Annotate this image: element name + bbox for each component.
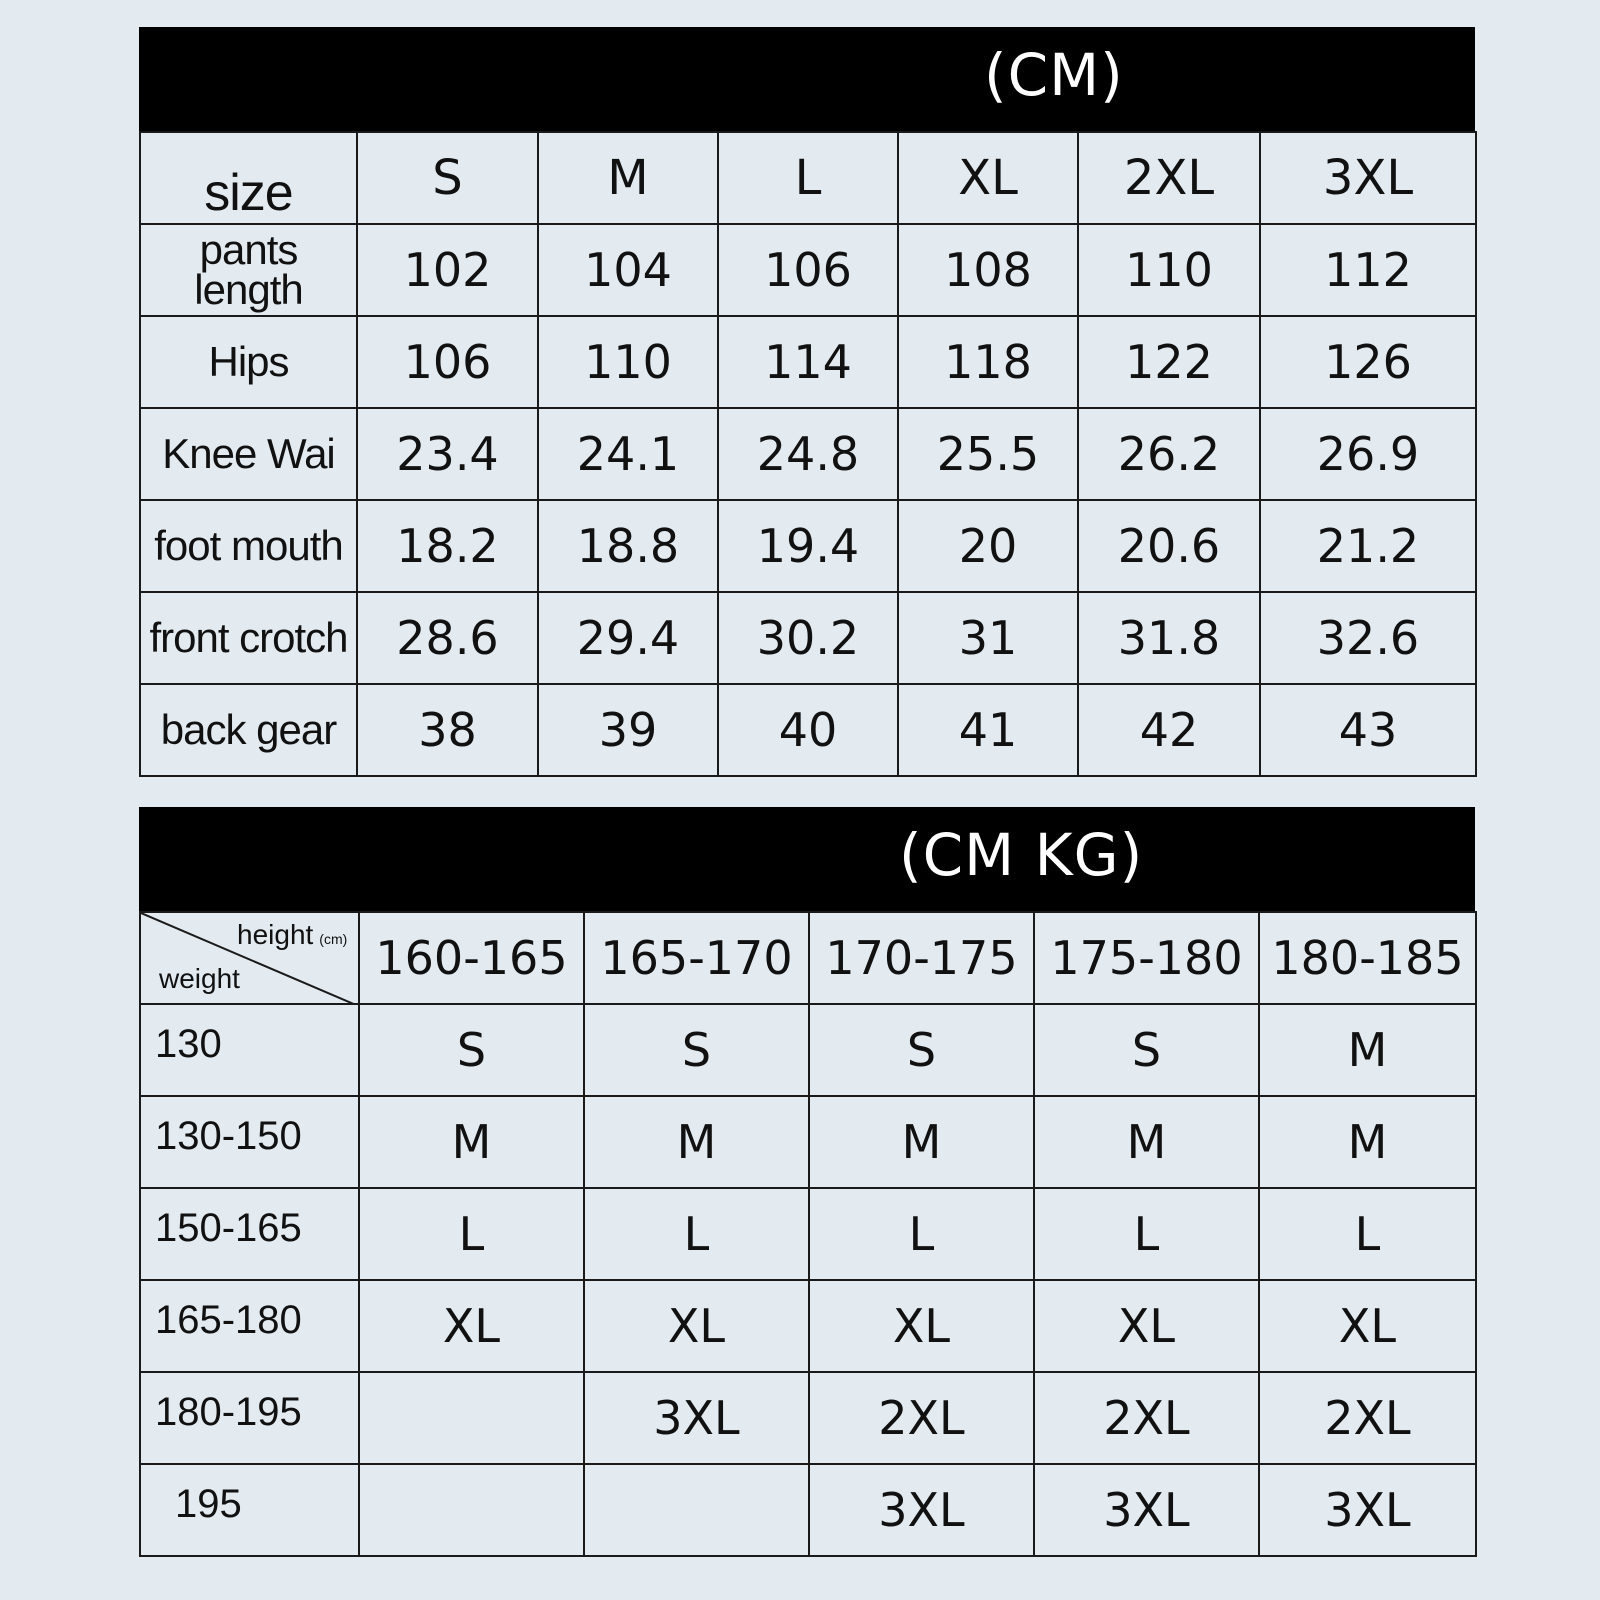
fit-chart-table [139, 911, 1477, 1557]
size-cell: 32.6 [1260, 592, 1476, 684]
fit-size-cell: 2XL [1034, 1372, 1259, 1464]
corner-height-label [237, 919, 347, 951]
size-header-label: size [140, 132, 357, 224]
size-cell: 43 [1260, 684, 1476, 776]
fit-size-cell: 2XL [809, 1372, 1034, 1464]
fit-weight-label [140, 1188, 359, 1280]
fit-weight-text: 165-180 [155, 1297, 302, 1342]
corner-weight-label: weight [159, 963, 240, 994]
size-chart-table [139, 131, 1477, 777]
size-row-label-line: Hips [208, 338, 289, 385]
fit-row [140, 1280, 1476, 1372]
fit-size-cell: S [809, 1004, 1034, 1096]
fit-row [140, 1464, 1476, 1556]
size-row [140, 408, 1476, 500]
size-cell: 108 [898, 224, 1078, 316]
size-row-label-line: front crotch [149, 614, 348, 661]
size-cell: 21.2 [1260, 500, 1476, 592]
size-cell: 106 [357, 316, 538, 408]
size-chart [139, 27, 1475, 777]
fit-row [140, 1372, 1476, 1464]
size-cell: 112 [1260, 224, 1476, 316]
fit-size-cell: L [584, 1188, 809, 1280]
size-row-label [140, 224, 357, 316]
size-cell: 24.1 [538, 408, 718, 500]
size-row [140, 500, 1476, 592]
size-cell: 18.2 [357, 500, 538, 592]
fit-size-cell: M [1259, 1004, 1476, 1096]
fit-size-cell: XL [809, 1280, 1034, 1372]
fit-height-header: 160-165 [359, 912, 584, 1004]
size-cell: 20.6 [1078, 500, 1260, 592]
size-row-label [140, 592, 357, 684]
size-cell: 102 [357, 224, 538, 316]
fit-header-row [140, 912, 1476, 1004]
size-cell: 28.6 [357, 592, 538, 684]
size-cell: 23.4 [357, 408, 538, 500]
size-cell: 114 [718, 316, 898, 408]
fit-size-cell: XL [1034, 1280, 1259, 1372]
size-header-row [140, 132, 1476, 224]
fit-size-cell: 3XL [1259, 1464, 1476, 1556]
size-header-cell: 2XL [1078, 132, 1260, 224]
size-row-label-line: Knee Wai [162, 430, 335, 477]
fit-height-header: 175-180 [1034, 912, 1259, 1004]
fit-weight-label [140, 1372, 359, 1464]
size-cell: 30.2 [718, 592, 898, 684]
size-cell: 106 [718, 224, 898, 316]
size-row-label-line: back gear [160, 706, 337, 753]
fit-chart-unit-label: (CM KG) [899, 821, 1144, 889]
fit-size-cell [584, 1464, 809, 1556]
fit-size-cell: M [359, 1096, 584, 1188]
size-cell: 39 [538, 684, 718, 776]
fit-weight-text: 195 [175, 1481, 242, 1526]
fit-size-cell: L [359, 1188, 584, 1280]
fit-height-header: 170-175 [809, 912, 1034, 1004]
size-row-label [140, 408, 357, 500]
fit-size-cell: XL [359, 1280, 584, 1372]
size-header-cell: S [357, 132, 538, 224]
size-header-cell: XL [898, 132, 1078, 224]
corner-height-unit: (cm) [319, 931, 348, 947]
size-chart-banner [139, 27, 1475, 131]
size-row [140, 684, 1476, 776]
size-header-cell: 3XL [1260, 132, 1476, 224]
size-cell: 122 [1078, 316, 1260, 408]
size-cell: 42 [1078, 684, 1260, 776]
size-chart-unit-label: (CM) [984, 41, 1124, 109]
size-header-cell: L [718, 132, 898, 224]
size-cell: 25.5 [898, 408, 1078, 500]
size-cell: 40 [718, 684, 898, 776]
fit-size-cell: L [809, 1188, 1034, 1280]
size-row [140, 592, 1476, 684]
fit-weight-text: 130-150 [155, 1113, 302, 1158]
size-cell: 104 [538, 224, 718, 316]
size-cell: 24.8 [718, 408, 898, 500]
fit-size-cell [359, 1372, 584, 1464]
fit-row [140, 1004, 1476, 1096]
size-row [140, 224, 1476, 316]
fit-size-cell: M [1034, 1096, 1259, 1188]
fit-size-cell: XL [584, 1280, 809, 1372]
size-row [140, 316, 1476, 408]
size-cell: 20 [898, 500, 1078, 592]
fit-size-cell: M [809, 1096, 1034, 1188]
fit-weight-label [140, 1464, 359, 1556]
size-cell: 110 [538, 316, 718, 408]
size-cell: 31 [898, 592, 1078, 684]
fit-weight-label [140, 1280, 359, 1372]
fit-weight-label [140, 1004, 359, 1096]
fit-size-cell: XL [1259, 1280, 1476, 1372]
fit-height-header: 165-170 [584, 912, 809, 1004]
size-header-cell: M [538, 132, 718, 224]
fit-row [140, 1188, 1476, 1280]
size-cell: 29.4 [538, 592, 718, 684]
size-cell: 26.9 [1260, 408, 1476, 500]
fit-corner-cell [140, 912, 359, 1004]
size-cell: 31.8 [1078, 592, 1260, 684]
fit-height-header: 180-185 [1259, 912, 1476, 1004]
fit-size-cell: S [1034, 1004, 1259, 1096]
corner-height-text: height [237, 919, 314, 950]
size-row-label-line: length [194, 266, 303, 313]
size-cell: 41 [898, 684, 1078, 776]
fit-chart-banner [139, 807, 1475, 911]
size-row-label-line: foot mouth [154, 522, 343, 569]
size-cell: 19.4 [718, 500, 898, 592]
fit-size-cell: L [1259, 1188, 1476, 1280]
size-cell: 126 [1260, 316, 1476, 408]
size-row-label-line: pants [199, 226, 298, 273]
fit-size-cell: 2XL [1259, 1372, 1476, 1464]
size-cell: 110 [1078, 224, 1260, 316]
fit-chart [139, 807, 1475, 1557]
size-row-label [140, 316, 357, 408]
fit-weight-text: 130 [155, 1021, 222, 1066]
size-cell: 26.2 [1078, 408, 1260, 500]
fit-size-cell: M [584, 1096, 809, 1188]
fit-size-cell: 3XL [809, 1464, 1034, 1556]
fit-size-cell: L [1034, 1188, 1259, 1280]
fit-size-cell: 3XL [584, 1372, 809, 1464]
size-row-label [140, 500, 357, 592]
fit-weight-text: 180-195 [155, 1389, 302, 1434]
size-cell: 118 [898, 316, 1078, 408]
fit-size-cell: S [359, 1004, 584, 1096]
size-row-label [140, 684, 357, 776]
fit-size-cell: M [1259, 1096, 1476, 1188]
fit-size-cell: 3XL [1034, 1464, 1259, 1556]
size-cell: 18.8 [538, 500, 718, 592]
size-cell: 38 [357, 684, 538, 776]
fit-size-cell: S [584, 1004, 809, 1096]
fit-size-cell [359, 1464, 584, 1556]
fit-weight-text: 150-165 [155, 1205, 302, 1250]
fit-row [140, 1096, 1476, 1188]
fit-weight-label [140, 1096, 359, 1188]
